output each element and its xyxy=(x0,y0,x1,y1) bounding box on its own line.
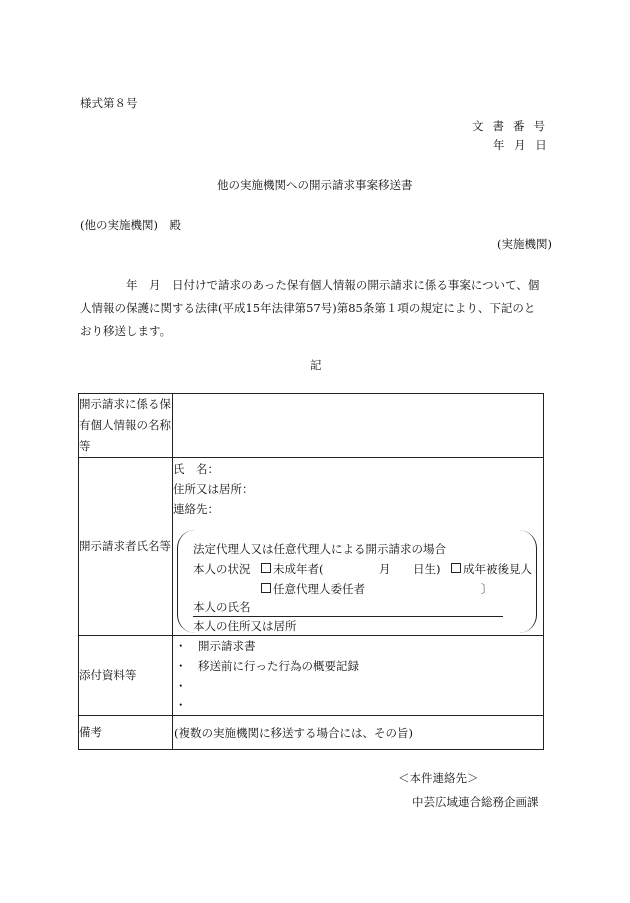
body-line: 年 月 日付けで請求のあった保有個人情報の開示請求に係る事案について、個 xyxy=(80,278,540,292)
sender-agency: (実施機関) xyxy=(497,237,552,251)
date-label: 年 月 日 xyxy=(493,138,547,152)
row-label-info-name: 開示請求に係る保有個人情報の名称等 xyxy=(79,394,173,458)
table-row xyxy=(79,716,544,750)
minor-birth: 日生) xyxy=(413,562,441,576)
document-title: 他の実施機関への開示請求事案移送書 xyxy=(217,178,413,192)
person-name-field[interactable]: 本人の氏名 xyxy=(193,599,503,617)
ward-option[interactable]: 成年被後見人 xyxy=(451,561,532,577)
requester-cell xyxy=(173,458,544,636)
delegate-option[interactable]: 任意代理人委任者 xyxy=(261,581,365,597)
checkbox-icon[interactable] xyxy=(451,563,461,573)
form-number: 様式第８号 xyxy=(80,96,138,110)
info-name-field[interactable] xyxy=(173,394,544,458)
checkbox-icon[interactable] xyxy=(261,583,271,593)
table-row xyxy=(79,458,544,636)
document-number-label: 文書番号 xyxy=(472,119,554,133)
attachment-item: ・ 開示請求書 xyxy=(175,639,256,653)
remarks-cell[interactable] xyxy=(173,716,544,750)
remarks-text: (複数の実施機関に移送する場合には、その旨) xyxy=(174,725,413,740)
attachment-item[interactable]: ・ xyxy=(175,679,187,693)
attachments-cell xyxy=(173,636,544,716)
row-label-requester: 開示請求者氏名等 xyxy=(79,458,173,636)
contact-header: ＜本件連絡先＞ xyxy=(398,771,479,785)
minor-option[interactable]: 未成年者( xyxy=(261,561,324,577)
row-label-remarks: 備考 xyxy=(79,716,173,750)
person-address-field[interactable]: 本人の住所又は居所 xyxy=(193,618,503,636)
transfer-form-table xyxy=(78,393,544,750)
attachment-item[interactable]: ・ xyxy=(175,698,187,712)
minor-month: 月 xyxy=(379,562,391,576)
contact-value: 中芸広域連合総務企画課 xyxy=(412,795,539,809)
body-line: おり移送します。 xyxy=(80,324,172,338)
requester-name-label[interactable]: 氏 名： xyxy=(173,462,219,476)
row-label-attachments: 添付資料等 xyxy=(79,636,173,716)
close-bracket: 〕 xyxy=(481,582,493,596)
requester-contact-label[interactable]: 連絡先： xyxy=(173,502,219,516)
table-row xyxy=(79,636,544,716)
status-label: 本人の状況 xyxy=(193,562,251,576)
requester-address-label[interactable]: 住所又は居所： xyxy=(173,482,254,496)
agent-header: 法定代理人又は任意代理人による開示請求の場合 xyxy=(193,542,446,556)
checkbox-icon[interactable] xyxy=(261,563,271,573)
ki-heading: 記 xyxy=(310,358,322,372)
table-row xyxy=(79,394,544,458)
attachment-item: ・ 移送前に行った行為の概要記録 xyxy=(175,659,359,673)
body-paragraph xyxy=(80,274,553,343)
body-line: 人情報の保護に関する法律(平成15年法律第57号)第85条第１項の規定により、下記のと xyxy=(80,301,536,315)
addressee: (他の実施機関) 殿 xyxy=(80,218,181,232)
